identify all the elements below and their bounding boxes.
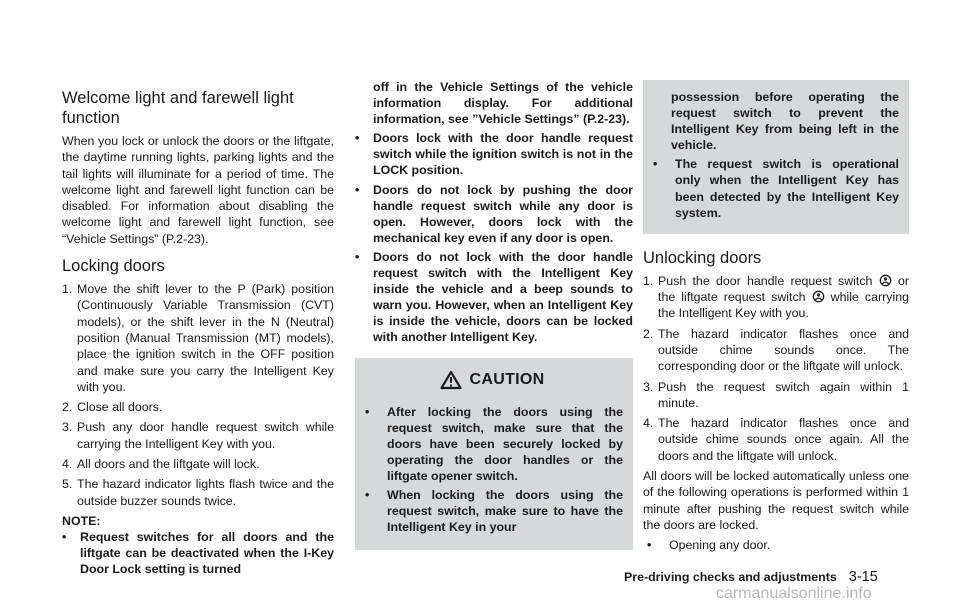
step-text: Move the shift lever to the P (Park) position (Continuously Variable Transmission (CVT) models), or the shift lever in the N (Neutral) position (Manual Transmission (MT) models), place the ignition switch in the OFF position and make sure you carry the Intelligent Key with you. bbox=[77, 282, 334, 394]
column-middle bbox=[355, 80, 633, 550]
liftgate-request-switch-icon bbox=[812, 290, 825, 303]
caution-header bbox=[361, 370, 623, 390]
step-text-part: Push the door handle request switch bbox=[658, 273, 873, 288]
list-item bbox=[62, 456, 334, 472]
column-left bbox=[62, 80, 334, 581]
note-label: NOTE: bbox=[62, 513, 101, 528]
list-item bbox=[643, 379, 909, 412]
column-right bbox=[643, 80, 909, 556]
step-text bbox=[658, 273, 909, 322]
note-bullet-item bbox=[62, 529, 334, 577]
list-item bbox=[643, 326, 909, 375]
note-bullet-item bbox=[355, 249, 633, 346]
note-bullet-item bbox=[355, 130, 633, 178]
bullet-mark: • bbox=[653, 157, 658, 172]
caution-bullet-item bbox=[649, 156, 899, 220]
caution-box bbox=[355, 358, 633, 551]
request-switch-icon bbox=[879, 274, 892, 287]
heading-unlocking-doors: Unlocking doors bbox=[643, 248, 762, 267]
list-item bbox=[62, 399, 334, 415]
step-number: 1. bbox=[643, 273, 654, 288]
step-number: 2. bbox=[62, 400, 73, 415]
step-text: The hazard indicator flashes once and outside chime sounds once again. All the doors and the liftgate will unlock. bbox=[658, 416, 909, 463]
unlocking-steps-list bbox=[643, 273, 909, 464]
list-item bbox=[62, 281, 334, 395]
note-bullet-item bbox=[355, 182, 633, 246]
caution-bullet-text: When locking the doors using the request switch, make sure to have the Intelligent Key in your bbox=[387, 487, 623, 535]
step-text: Push the request switch again within 1 minute. bbox=[658, 379, 909, 410]
step-number: 5. bbox=[62, 477, 73, 492]
caution-bullet-item bbox=[361, 487, 623, 535]
step-number: 4. bbox=[62, 457, 73, 472]
list-item bbox=[643, 415, 909, 464]
locking-steps-list bbox=[62, 281, 334, 509]
step-text-part: while carrying the Intelligent Key with you. bbox=[658, 290, 909, 321]
bullet-mark: • bbox=[62, 530, 67, 545]
note-bullet-text: Doors do not lock by pushing the door handle request switch while any door is open. However, doors lock with the mechanical key even if any door is open. bbox=[373, 182, 633, 245]
bullet-text: Opening any door. bbox=[669, 538, 771, 553]
paragraph-auto-lock: All doors will be locked automatically unless one of the following operations is performed within 1 minute after pushing the request switch while the doors are locked. bbox=[643, 469, 909, 532]
step-text: All doors and the liftgate will lock. bbox=[77, 457, 260, 472]
watermark: carmanualsonline.info bbox=[716, 585, 872, 602]
step-number: 4. bbox=[643, 416, 654, 431]
step-number: 1. bbox=[62, 282, 73, 297]
step-text-part: or the liftgate request switch bbox=[658, 273, 909, 305]
bullet-mark: • bbox=[365, 404, 370, 419]
step-number: 2. bbox=[643, 326, 654, 341]
bullet-item bbox=[643, 537, 909, 553]
note-bullet-text: Doors lock with the door handle request switch while the ignition switch is not in the LOCK position. bbox=[373, 131, 633, 178]
caution-bullet-text: The request switch is operational only when the Intelligent Key has been detected by the Intelligent Key system. bbox=[675, 157, 899, 220]
list-item bbox=[62, 419, 334, 452]
note-bullet-text: Request switches for all doors and the liftgate can be deactivated when the I-Key Door Lock setting is turned bbox=[80, 530, 334, 577]
step-text: The hazard indicator lights flash twice and the outside buzzer sounds twice. bbox=[77, 477, 334, 508]
heading-welcome-light: Welcome light and farewell light function bbox=[62, 89, 294, 127]
note-bullet-text: Doors do not lock with the door handle request switch with the Intelligent Key inside the vehicle and a beep sounds to warn you. However, when an Intelligent Key is inside the vehicle, doors can be locked with another Intelligent Key. bbox=[373, 249, 633, 345]
bullet-mark: • bbox=[365, 487, 370, 502]
step-text: Push any door handle request switch while carrying the Intelligent Key with you. bbox=[77, 420, 334, 451]
caution-title: CAUTION bbox=[469, 370, 545, 388]
bullet-mark: • bbox=[355, 182, 360, 197]
bullet-mark: • bbox=[355, 249, 360, 264]
note-bullet-continuation: off in the Vehicle Settings of the vehicle information display. For additional information, see ”Vehicle Settings” (P.2-23). bbox=[373, 80, 633, 127]
step-number: 3. bbox=[62, 420, 73, 435]
bullet-mark: • bbox=[355, 131, 360, 146]
page-number: 3-15 bbox=[848, 569, 878, 585]
list-item bbox=[62, 476, 334, 509]
caution-bullet-text: After locking the doors using the request switch, make sure that the doors have been securely locked by operating the door handles or the liftgate opener switch. bbox=[387, 404, 623, 483]
bullet-mark: • bbox=[647, 538, 652, 553]
caution-triangle-icon bbox=[440, 370, 462, 390]
heading-locking-doors: Locking doors bbox=[62, 257, 165, 276]
page-footer bbox=[624, 569, 878, 585]
footer-section-title: Pre-driving checks and adjustments bbox=[624, 570, 837, 584]
caution-continuation: possession before operating the request switch to prevent the Intelligent Key from being left in the vehicle. bbox=[671, 90, 899, 153]
step-text: Close all doors. bbox=[77, 400, 163, 415]
list-item bbox=[643, 273, 909, 322]
caution-box-continued bbox=[643, 80, 909, 234]
step-number: 3. bbox=[643, 379, 654, 394]
step-text: The hazard indicator flashes once and outside chime sounds once. The corresponding door or the liftgate will unlock. bbox=[658, 326, 909, 374]
caution-bullet-item bbox=[361, 404, 623, 484]
paragraph-welcome-light: When you lock or unlock the doors or the liftgate, the daytime running lights, parking lights and the tail lights will illuminate for a period of time. The welcome light and farewell light function can be disabled. For information about disabling the welcome light and farewell light function, see “Vehicle Settings” (P.2-23). bbox=[62, 134, 334, 246]
